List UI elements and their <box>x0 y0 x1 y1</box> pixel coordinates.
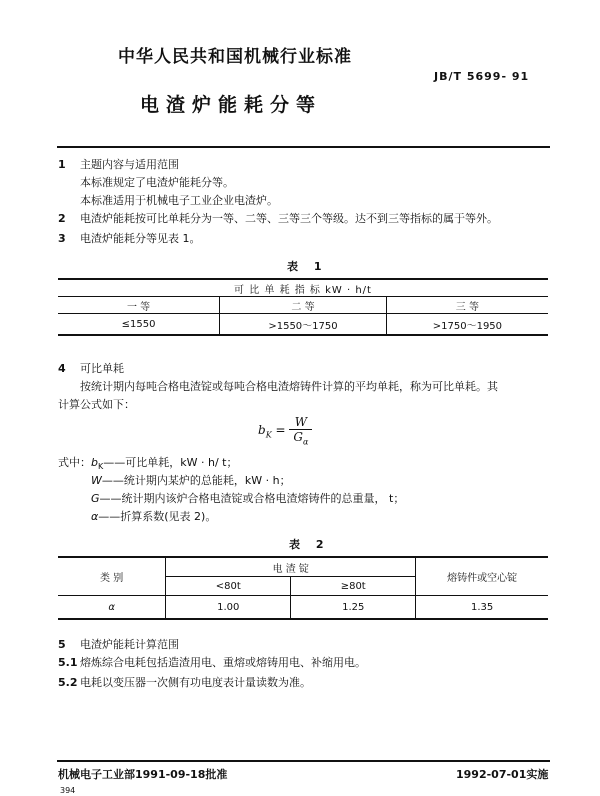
table-2-row-label: α <box>58 596 166 620</box>
approval-date: 机械电子工业部1991-09-18批准 <box>58 768 228 781</box>
table-1-header: 可 比 单 耗 指 标 kW · h/t <box>234 284 372 296</box>
formula: $b_K$ = $\frac{W}{G_\alpha}$ <box>258 415 312 446</box>
section-4-line-1: 按统计期内每吨合格电渣锭或每吨合格电渣熔铸件计算的平均单耗，称为可比单耗。其 <box>80 380 498 393</box>
section-5-2: 5.2 电耗以变压器一次侧有功电度表计量读数为准。 <box>58 676 311 689</box>
header-divider <box>57 146 550 148</box>
where-g: G——统计期内该炉合格电渣锭或合格电渣熔铸件的总重量， t； <box>91 492 405 505</box>
implementation-date: 1992-07-01实施 <box>456 768 549 781</box>
section-3: 3 电渣炉能耗分等见表 1。 <box>58 232 201 245</box>
table-1-grade-2: 二 等 <box>220 297 387 314</box>
section-1-line-2: 本标准适用于机械电子工业企业电渣炉。 <box>80 194 278 207</box>
section-1-line-1: 本标准规定了电渣炉能耗分等。 <box>80 176 234 189</box>
section-4-line-2: 计算公式如下： <box>58 398 135 411</box>
section-5-1: 5.1 熔炼综合电耗包括造渣用电、重熔或熔铸用电、补缩用电。 <box>58 656 366 669</box>
table-1-value-3: >1750～1950 <box>432 320 503 332</box>
table-2-sub-lt80: <80t <box>166 577 291 596</box>
where-b: 式中：$b_K——$可比单耗，kW · h/ t； <box>58 456 238 472</box>
section-5-heading: 5 电渣炉能耗计算范围 <box>58 638 179 651</box>
table-1-value-1: ≤1550 <box>58 314 220 336</box>
section-4-heading: 4 可比单耗 <box>58 362 124 375</box>
table-2-ingot-header: 电 渣 锭 <box>166 557 416 577</box>
table-2-casting-header: 熔铸件或空心锭 <box>416 557 548 596</box>
table-2 <box>58 556 548 620</box>
document-title: 电渣炉能耗分等 <box>140 94 323 116</box>
table-2-value-3: 1.35 <box>470 601 494 613</box>
section-2: 2 电渣炉能耗按可比单耗分为一等、二等、三等三个等级。达不到三等指标的属于等外。 <box>58 212 498 225</box>
table-2-caption: 表 2 <box>289 538 330 551</box>
page-number: 394 <box>60 786 76 795</box>
table-2-sub-ge80: ≥80t <box>291 577 416 596</box>
table-1 <box>58 278 548 336</box>
table-2-value-1: 1.00 <box>166 596 291 620</box>
table-1-caption: 表 1 <box>287 260 328 273</box>
table-1-grade-3: 三 等 <box>455 301 479 313</box>
table-2-value-2: 1.25 <box>291 596 416 620</box>
table-2-category-header: 类 别 <box>58 557 166 596</box>
table-1-grade-1: 一 等 <box>58 297 220 314</box>
standard-number: JB/T 5699- 91 <box>434 70 530 83</box>
section-1-heading: 1 主题内容与适用范围 <box>58 158 179 171</box>
where-w: W——统计期内某炉的总能耗，kW · h； <box>91 474 291 487</box>
where-alpha: α——折算系数(见表 2)。 <box>91 510 217 523</box>
footer-divider <box>57 760 550 762</box>
table-1-value-2: >1550～1750 <box>220 314 387 336</box>
issuing-body: 中华人民共和国机械行业标准 <box>118 47 352 67</box>
